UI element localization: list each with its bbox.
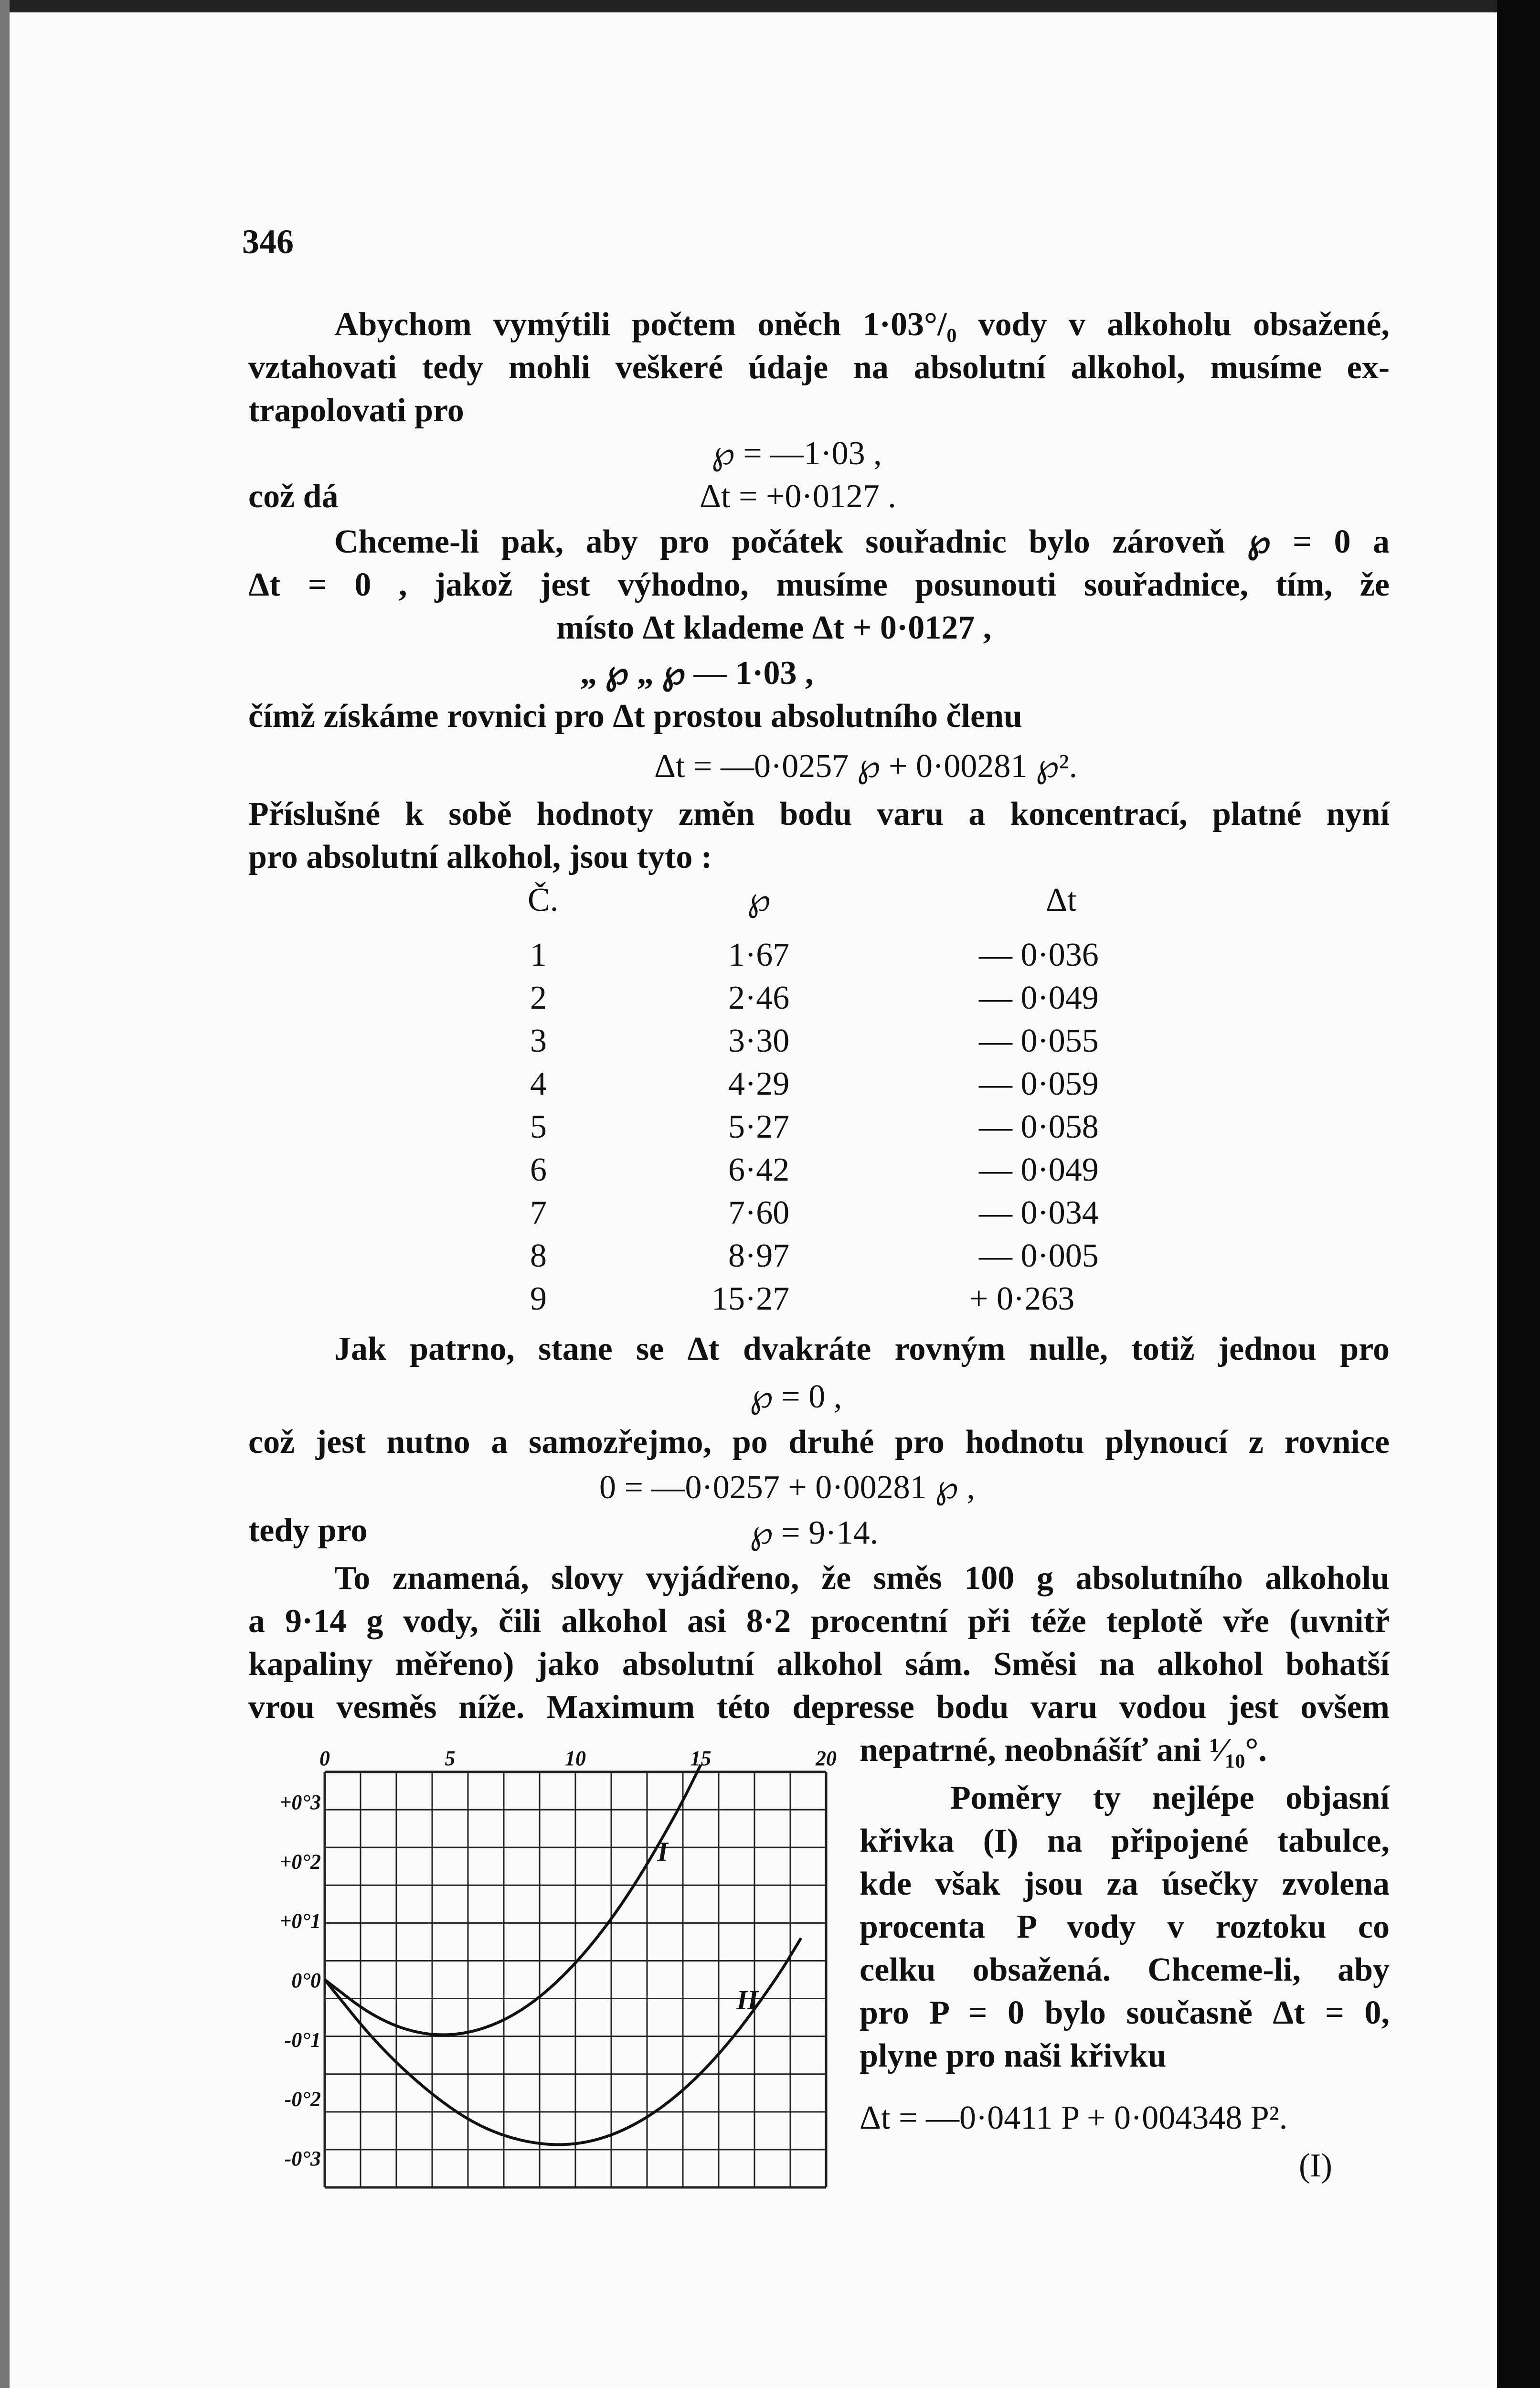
- side-text-line2: Poměry ty nejlépe objasní: [950, 1780, 1390, 1816]
- para6-line1: To znamená, slovy vyjádřeno, že směs 100 g absolutního alkoholu: [334, 1560, 1390, 1597]
- para6-line2: a 9·14 g vody, čili alkohol asi 8·2 procentní při téže teplotě vře (uvnitř: [248, 1603, 1390, 1640]
- para6-line3: kapaliny měřeno) jako absolutní alkohol sám. Směsi na alkohol bohatší: [248, 1646, 1390, 1683]
- table-cell: — 0·049: [979, 1151, 1099, 1188]
- y-tick-label: 0°0: [291, 1969, 321, 1992]
- curve-label-II: II: [736, 1984, 758, 2016]
- para3-line1: Příslušné k sobě hodnoty změn bodu varu a koncentrací, platné nyní: [248, 796, 1390, 832]
- side-text-line7: pro P = 0 bylo současně Δt = 0,: [860, 1994, 1390, 2031]
- equation-zero: ℘ = 0 ,: [750, 1378, 842, 1415]
- table-cell: 2·46: [728, 980, 790, 1016]
- table-cell: 6·42: [728, 1151, 790, 1188]
- misto-line: místo Δt klademe Δt + 0·0127 ,: [556, 609, 992, 646]
- table-cell: — 0·059: [979, 1066, 1099, 1102]
- scan-right-edge: [1497, 0, 1540, 2388]
- x-tick-label: 5: [445, 1747, 456, 1770]
- cimz-line: čímž získáme rovnici pro Δt prostou absolutního členu: [248, 698, 1022, 735]
- scan-top-edge: [0, 0, 1497, 12]
- side-text-line4: kde však jsou za úsečky zvolena: [860, 1866, 1390, 1902]
- para4: Jak patrno, stane se Δt dvakráte rovným nulle, totiž jednou pro: [334, 1331, 1390, 1367]
- equation-p: ℘ = —1·03 ,: [712, 435, 882, 472]
- table-cell: — 0·036: [979, 937, 1099, 973]
- para5: což jest nutno a samozřejmo, po druhé pro hodnotu plynoucí z rovnice: [248, 1424, 1390, 1461]
- x-tick-label: 0: [319, 1747, 330, 1770]
- para6-line4: vrou vesměs níže. Maximum této depresse bodu varu vodou jest ovšem: [248, 1689, 1390, 1726]
- y-tick-label: -0°2: [284, 2087, 321, 2111]
- table-cell: 8·97: [728, 1237, 790, 1274]
- para2-line2: Δt = 0 , jakož jest výhodno, musíme posunouti souřadnice, tím, že: [248, 566, 1390, 603]
- table-cell: — 0·034: [979, 1194, 1099, 1231]
- table-cell: — 0·005: [979, 1237, 1099, 1274]
- coz-da: což dá: [248, 478, 339, 515]
- table-cell: 9: [530, 1280, 547, 1317]
- table-cell: 8: [530, 1237, 547, 1274]
- curve-label-I: I: [657, 1836, 669, 1867]
- side-text-line8: plyne pro naši křivku: [860, 2037, 1167, 2074]
- table-cell: 1: [530, 937, 547, 973]
- y-tick-label: +0°1: [279, 1909, 321, 1933]
- table-cell: 4: [530, 1066, 547, 1102]
- table-header-p: ℘: [747, 882, 771, 918]
- table-cell: 7: [530, 1194, 547, 1231]
- table-header-dt: Δt: [1046, 882, 1077, 918]
- table-cell: 2: [530, 980, 547, 1016]
- para2-line1: Chceme-li pak, aby pro počátek souřadnic bylo zároveň ℘ = 0 a: [334, 523, 1390, 560]
- side-text-line1: nepatrné, neobnášíť ani ¹⁄₁₀°.: [860, 1732, 1267, 1769]
- table-cell: 4·29: [728, 1066, 790, 1102]
- table-cell: — 0·058: [979, 1109, 1099, 1145]
- table-cell: — 0·055: [979, 1023, 1099, 1059]
- y-tick-label: -0°3: [284, 2146, 321, 2170]
- equation-914: ℘ = 9·14.: [750, 1514, 879, 1551]
- para3-line2: pro absolutní alkohol, jsou tyto :: [248, 839, 712, 875]
- x-tick-label: 15: [690, 1747, 712, 1770]
- side-text-line5: procenta P vody v roztoku co: [860, 1908, 1390, 1945]
- side-text-line6: celku obsažená. Chceme-li, aby: [860, 1951, 1390, 1988]
- table-cell: 5·27: [728, 1109, 790, 1145]
- table-cell: + 0·263: [969, 1280, 1075, 1317]
- y-tick-label: +0°2: [279, 1850, 321, 1874]
- table-cell: 5: [530, 1109, 547, 1145]
- equation-final: Δt = —0·0411 P + 0·004348 P².: [860, 2100, 1288, 2136]
- page-number: 346: [242, 223, 294, 261]
- curve-I: [325, 1765, 701, 2035]
- table-header-c: Č.: [528, 882, 559, 918]
- table-cell: 3: [530, 1023, 547, 1059]
- para1-line2: vztahovati tedy mohli veškeré údaje na absolutní alkohol, musíme ex-: [248, 349, 1390, 386]
- y-tick-label: -0°1: [284, 2028, 321, 2052]
- table-cell: 7·60: [728, 1194, 790, 1231]
- tedy-pro: tedy pro: [248, 1512, 368, 1549]
- table-cell: — 0·049: [979, 980, 1099, 1016]
- table-cell: 15·27: [712, 1280, 790, 1317]
- x-tick-label: 20: [816, 1747, 837, 1770]
- para1-line3: trapolovati pro: [248, 392, 464, 429]
- equation-dt: Δt = +0·0127 .: [700, 478, 896, 515]
- scan-left-edge: [0, 0, 10, 2388]
- para1-line1: Abychom vymýtili počtem oněch 1·03°/₀ vody v alkoholu obsažené,: [334, 306, 1390, 343]
- x-tick-label: 10: [565, 1747, 586, 1770]
- equation-main: Δt = —0·0257 ℘ + 0·00281 ℘².: [654, 748, 1078, 785]
- side-text-line3: křivka (I) na připojené tabulce,: [860, 1823, 1390, 1859]
- chart-figure: [239, 1738, 840, 2216]
- equation-label: (I): [1299, 2147, 1332, 2184]
- table-cell: 1·67: [728, 937, 790, 973]
- equation-zero2: 0 = —0·0257 + 0·00281 ℘ ,: [599, 1469, 975, 1506]
- table-cell: 6: [530, 1151, 547, 1188]
- p-substitution-line: „ ℘ „ ℘ — 1·03 ,: [580, 655, 814, 692]
- table-cell: 3·30: [728, 1023, 790, 1059]
- y-tick-label: +0°3: [279, 1791, 321, 1814]
